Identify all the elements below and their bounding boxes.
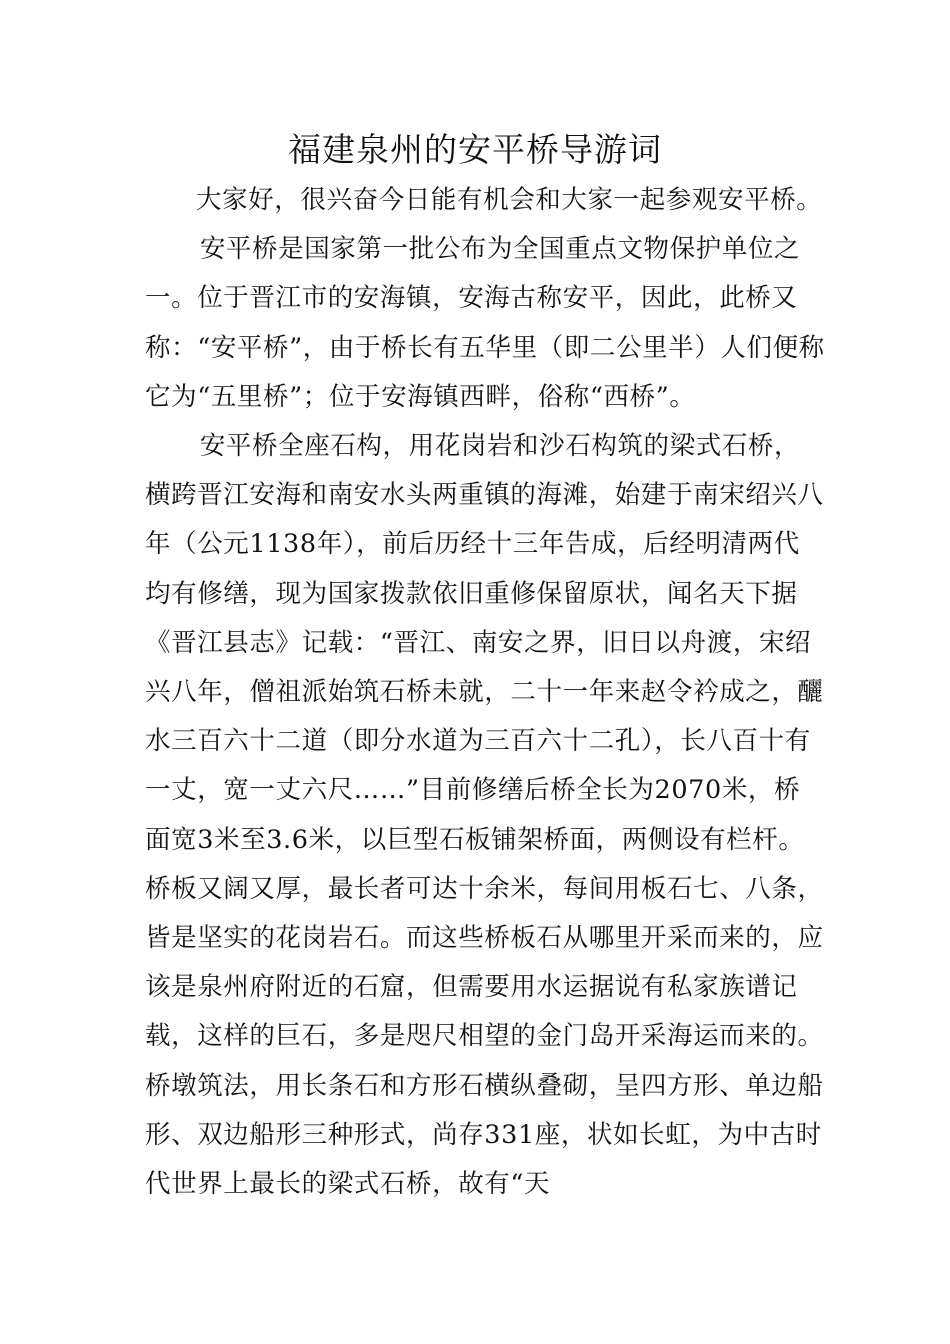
- document-body: [145, 176, 825, 1209]
- paragraph-greeting: 大家好，很兴奋今日能有机会和大家一起参观安平桥。: [196, 185, 823, 215]
- page-title: 福建泉州的安平桥导游词: [288, 130, 662, 169]
- paragraph-introduction: 安平桥是国家第一批公布为全国重点文物保护单位之一。位于晋江市的安海镇，安海古称安平，因此，此桥又称：“安平桥”，由于桥长有五华里（即二公里半）人们便称它为“五里桥”；位于安海镇西畔，俗称“西桥”。: [145, 234, 825, 412]
- paragraph-history: 安平桥全座石构，用花岗岩和沙石构筑的梁式石桥，横跨晋江安海和南安水头两重镇的海滩，始建于南宋绍兴八年（公元1138年），前后历经十三年告成，后经明清两代均有修缮，现为国家拨款依旧重修保留原状，闻名天下据《晋江县志》记载：“晋江、南安之界，旧日以舟渡，宋绍兴八年，僧祖派始筑石桥未就，二十一年来赵令衿成之，釃水三百六十二道（即分水道为三百六十二孔），长八百十有一丈，宽一丈六尺……”目前修缮后桥全长为2070米，桥面宽3米至3.6米，以巨型石板铺架桥面，两侧设有栏杆。桥板又阔又厚，最长者可达十余米，每间用板石七、八条，皆是坚实的花岗岩石。而这些桥板石从哪里开采而来的，应该是泉州府附近的石窟，但需要用水运据说有私家族谱记载，这样的巨石，多是咫尺相望的金门岛开采海运而来的。桥墩筑法，用长条石和方形石横纵叠砌，呈四方形、单边船形、双边船形三种形式，尚存331座，状如长虹，为中古时代世界上最长的梁式石桥，故有“天: [145, 431, 824, 1200]
